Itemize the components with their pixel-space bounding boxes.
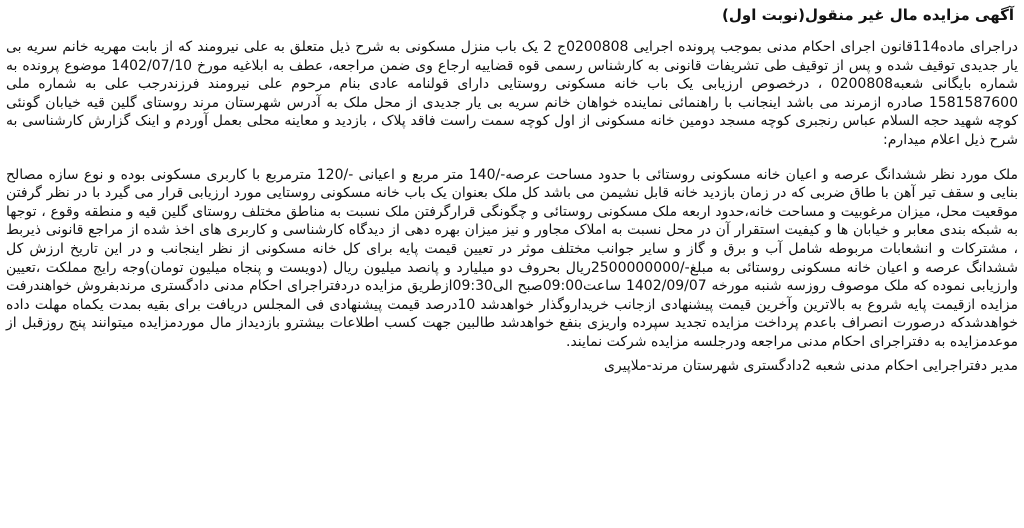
auction-notice bbox=[6, 4, 1018, 524]
notice-paragraph-appraisal: ملک مورد نظر ششدانگ عرصه و اعیان خانه مسکونی روستائی با حدود مساحت عرصه-/140 متر مربع و اعیانی -/120 مترمربع با کاربری مسکونی بوده و نوع سازه مصالح بنایی و سقف تیر آهن با طاق ضربی که در زمان بازدید خانه قابل نشیمن می باشد کل ملک بعنوان یک باب خانه مسکونی روستایی مورد ارزیابی قرار می گیرد با در نظر گرفتن موقعیت محل، میزان مرغوبیت و مساحت خانه،حدود اربعه ملک مسکونی روستائی و چگونگی قرارگرفتن ملک نسبت به مناطق مختلف روستای گلین قیه و منطقه وقوع ، توجها به شبکه بندی معابر و خیابان ها و کیفیت استقرار آن در محل نسبت به املاک مجاور و نیز میزان بهره دهی از دیدگاه کارشناسی و کاربری های اخذ شده از مراجع قانونی ذیربط ، مشترکات و انشعابات مربوطه شامل آب و برق و گاز و سایر جوانب مختلف موثر در تعیین قیمت پایه برای کل خانه مسکونی از نظر اینجانب و در این تاریخ ارزش کل ششدانگ عرصه و اعیان خانه مسکونی روستائی به مبلغ-/2500000000ریال بحروف دو میلیارد و پانصد میلیون ریال (دویست و پنجاه میلیون تومان)وجه رایج مملکت ،تعیین وارزیابی نموده که ملک موصوف روزسه شنبه مورخه 1402/09/07 ساعت09:00صبح الی09:30ازطریق مزایده دردفتراجرای احکام مدنی دادگستری مرندبفروش خواهندرفت مزایده ازقیمت پایه شروع به بالاترین وآخرین قیمت پیشنهادی ازجانب خریداروگذار خواهدشد 10درصد قیمت پیشنهادی فی المجلس دریافت برای بقیه بمدت یکماه مهلت داده خواهدشدکه درصورت انصراف باعدم پرداخت مزایده تجدید سپرده واریزی بنفع خواهدشد طالبین جهت کسب اطلاعات بیشترو بازدیداز مال موردمزایده میتوانند پنج روزقبل از موعدمزایده به دفتراجرای احکام مدنی مراجعه ودرجلسه مزایده شرکت نمایند. bbox=[6, 166, 1019, 350]
notice-title: آگهی مزایده مال غیر منقول(نوبت اول) bbox=[722, 6, 1014, 24]
notice-paragraph-intro: دراجرای ماده114قانون اجرای احکام مدنی بموجب پرونده اجرایی 0200808ج 2 یک باب منزل مسکونی به شرح ذیل متعلق به علی نیرومند که از بابت مهریه خانم سریه بی یار جدیدی توقیف شده و پس از توقیف طی تشریفات قانونی به کارشناس رسمی قوه قضاییه ارجاع وی ضمن مراجعه، عطف به ابلاغیه مورخ 1402/07/10 موضوع پرونده به شماره بایگانی شعبه0200808 ، درخصوص ارزیابی یک باب خانه مسکونی روستایی دارای قولنامه عادی بنام مرحوم علی نیرومند فرزندرجب علی به شماره ملی 1581587600 صادره ازمرند می باشد اینجانب با راهنمائی نماینده خواهان خانم سریه بی یار جدیدی از محل ملک به آدرس شهرستان مرند روستای گلین قیه خیابان گونئی کوچه شهید حجه السلام عباس رنجبری کوچه مسجد دومین خانه مسکونی از اول کوچه سمت راست فاقد پلاک ، بازدید و معاینه محلی بعمل آوردم و اینک گزارش کارشناسی به شرح ذیل اعلام میدارم: bbox=[6, 39, 1018, 148]
notice-signature: مدیر دفتراجرایی احکام مدنی شعبه 2دادگستری شهرستان مرند-ملاپیری bbox=[604, 357, 1018, 374]
